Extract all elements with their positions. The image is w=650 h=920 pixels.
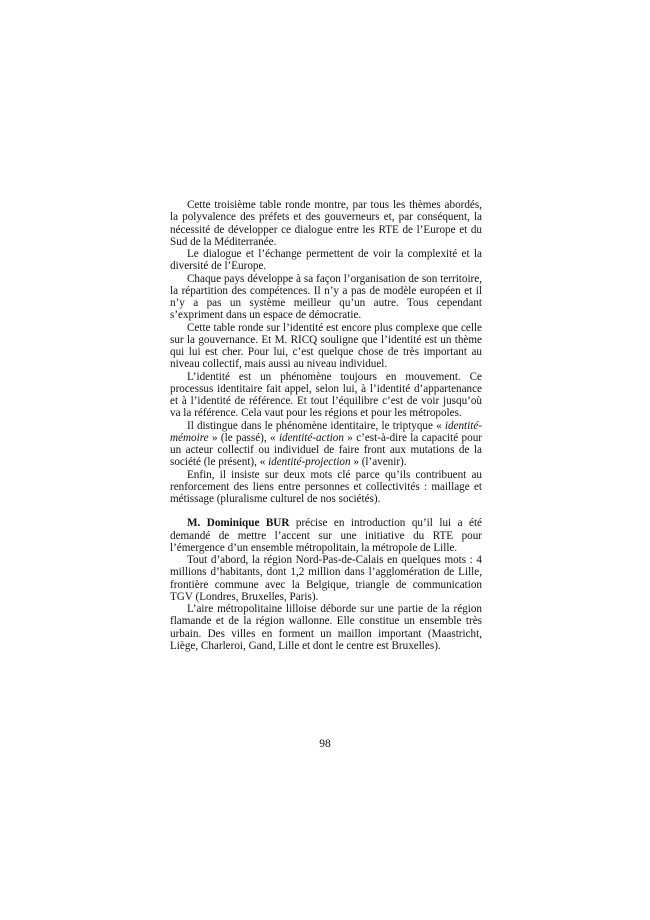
- paragraph-1: Cette troisième table ronde montre, par tous les thèmes abordés, la polyvalence des préfets et des gouverneurs et, par conséquent, la nécessité de développer ce dialogue entre les RTE de l’Europe et du Sud de la Méditerranée.: [170, 199, 482, 248]
- paragraph-2: Le dialogue et l’échange permettent de voir la complexité et la diversité de l’Europe.: [170, 248, 482, 273]
- page-number: 98: [319, 738, 331, 750]
- paragraph-6-text-1: Il distingue dans le phénomène identitaire, le triptyque «: [187, 419, 445, 432]
- paragraph-6-text-2: » (le passé), «: [208, 431, 279, 444]
- paragraph-10: L’aire métropolitaine lilloise déborde sur une partie de la région flamande et de la région wallonne. Elle constitue un ensemble très urbain. Des villes en forment un maillon important (Maastricht, Liège, Charleroi, Gand, Lille et dont le centre est Bruxelles).: [170, 603, 482, 652]
- paragraph-4: Cette table ronde sur l’identité est encore plus complexe que celle sur la gouvernance. Et M. RICQ souligne que l’identité est un thème qui lui est cher. Pour lui, c’est quelque chose de très important au niveau collectif, mais aussi au niveau individuel.: [170, 321, 482, 371]
- identite-action-term: identité-action: [278, 431, 344, 444]
- speaker-name: M. Dominique BUR: [187, 517, 290, 530]
- paragraph-6: [170, 420, 482, 469]
- paragraph-5: L’identité est un phénomène toujours en mouvement. Ce processus identitaire fait appel, selon lui, à l’identité d’appartenance et à l’identité de référence. Et tout l’équilibre c’est de voir jusqu’où va la référence. Cela vaut pour les régions et pour les métropoles.: [170, 370, 482, 420]
- paragraph-spacer: [170, 505, 482, 517]
- body-text: [170, 199, 482, 652]
- paragraph-8: [170, 517, 482, 554]
- identite-memoire-term: identité-mémoire: [170, 419, 482, 444]
- paragraph-9: Tout d’abord, la région Nord-Pas-de-Calais en quelques mots : 4 millions d’habitants, dont 1,2 million dans l’agglomération de Lille, frontière commune avec la Belgique, triangle de communication TGV (Londres, Bruxelles, Paris).: [170, 554, 482, 603]
- paragraph-3: Chaque pays développe à sa façon l’organisation de son territoire, la répartition des compétences. Il n’y a pas de modèle européen et il n’y a pas un système meilleur qu’un autre. Tous cependant s’expriment dans un espace de démocratie.: [170, 272, 482, 322]
- paragraph-7: Enfin, il insiste sur deux mots clé parce qu’ils contribuent au renforcement des liens entre personnes et collectivités : maillage et métissage (pluralisme culturel de nos sociétés).: [170, 468, 482, 505]
- identite-projection-term: identité-projection: [268, 456, 351, 469]
- paragraph-8-text: précise en introduction qu’il lui a été demandé de mettre l’accent sur une initiative du RTE pour l’émergence d’un ensemble métropolitain, la métropole de Lille.: [170, 517, 483, 554]
- paragraph-6-text-4: » (l’avenir).: [350, 456, 407, 469]
- paragraph-6-text-3: » c’est-à-dire la capacité pour un acteur collectif ou individuel de faire front aux mutations de la société (le présent), «: [170, 431, 482, 469]
